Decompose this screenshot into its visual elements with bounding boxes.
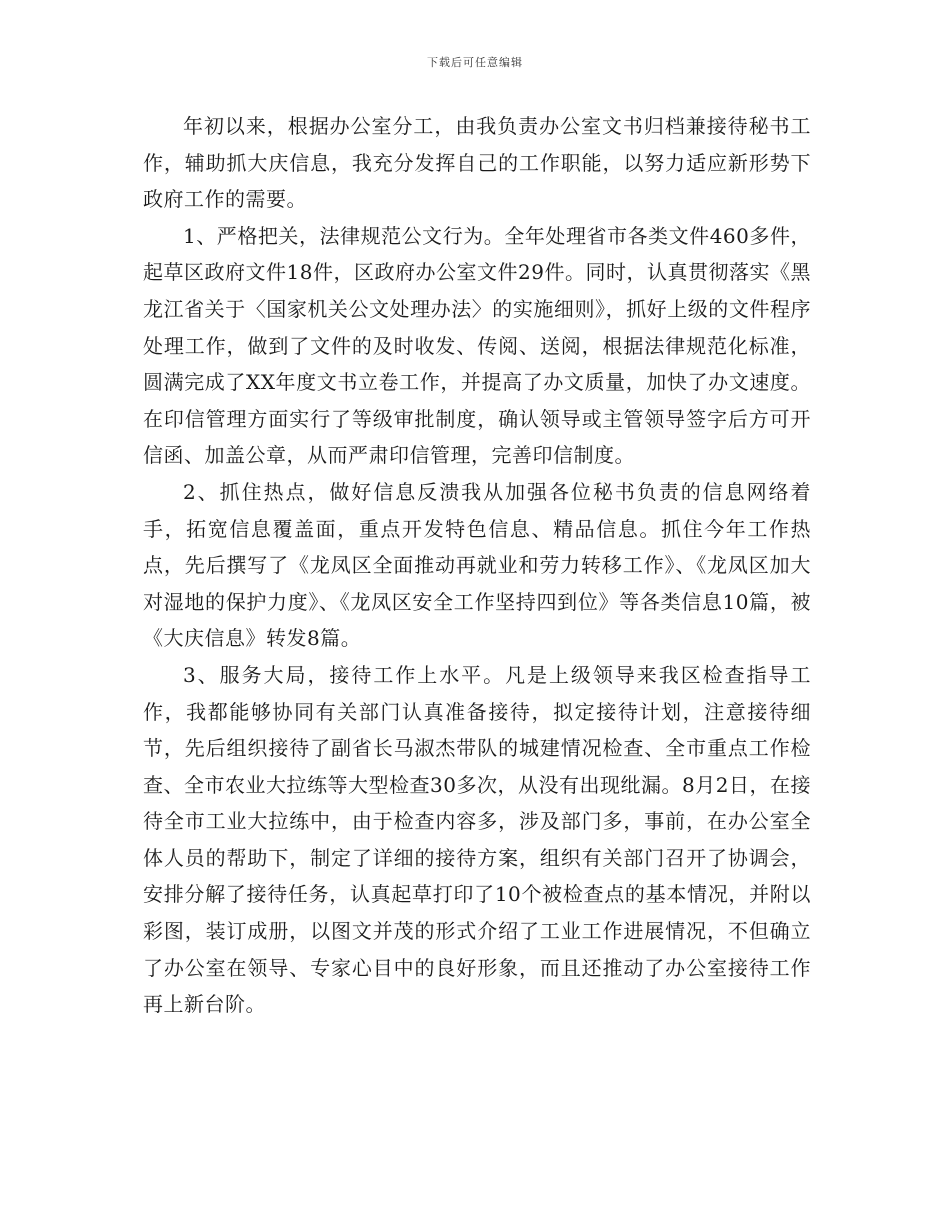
paragraph-section-2: 2、抓住热点，做好信息反溃我从加强各位秘书负责的信息网络着手，拓宽信息覆盖面，重点开发特色信息、精品信息。抓住今年工作热点，先后撰写了《龙凤区全面推动再就业和劳力转移工作》、《龙凤区加大对湿地的保护力度》、《龙凤区安全工作坚持四到位》等各类信息10篇，被《大庆信息》转发8篇。: [143, 479, 811, 651]
document-body: [143, 108, 811, 1023]
page-header: 下载后可任意编辑: [427, 56, 523, 69]
paragraph-section-3: 3、服务大局，接待工作上水平。凡是上级领导来我区检查指导工作，我都能够协同有关部门认真准备接待，拟定接待计划，注意接待细节，先后组织接待了副省长马淑杰带队的城建情况检查、全市重点工作检查、全市农业大拉练等大型检查30多次，从没有出现纰漏。8月2日，在接待全市工业大拉练中，由于检查内容多，涉及部门多，事前，在办公室全体人员的帮助下，制定了详细的接待方案，组织有关部门召开了协调会，安排分解了接待任务，认真起草打印了10个被检查点的基本情况，并附以彩图，装订成册，以图文并茂的形式介绍了工业工作进展情况，不但确立了办公室在领导、专家心目中的良好形象，而且还推动了办公室接待工作再上新台阶。: [143, 662, 811, 1017]
paragraph-intro: 年初以来，根据办公室分工，由我负责办公室文书归档兼接待秘书工作，辅助抓大庆信息，我充分发挥自己的工作职能，以努力适应新形势下政府工作的需要。: [143, 114, 811, 212]
paragraph-section-1: 1、严格把关，法律规范公文行为。全年处理省市各类文件460多件，起草区政府文件18件，区政府办公室文件29件。同时，认真贯彻落实《黑龙江省关于〈国家机关公文处理办法〉的实施细则》，抓好上级的文件程序处理工作，做到了文件的及时收发、传阅、送阅，根据法律规范化标准，圆满完成了XX年度文书立卷工作，并提高了办文质量，加快了办文速度。在印信管理方面实行了等级审批制度，确认领导或主管领导签字后方可开信函、加盖公章，从而严肃印信管理，完善印信制度。: [143, 223, 811, 468]
